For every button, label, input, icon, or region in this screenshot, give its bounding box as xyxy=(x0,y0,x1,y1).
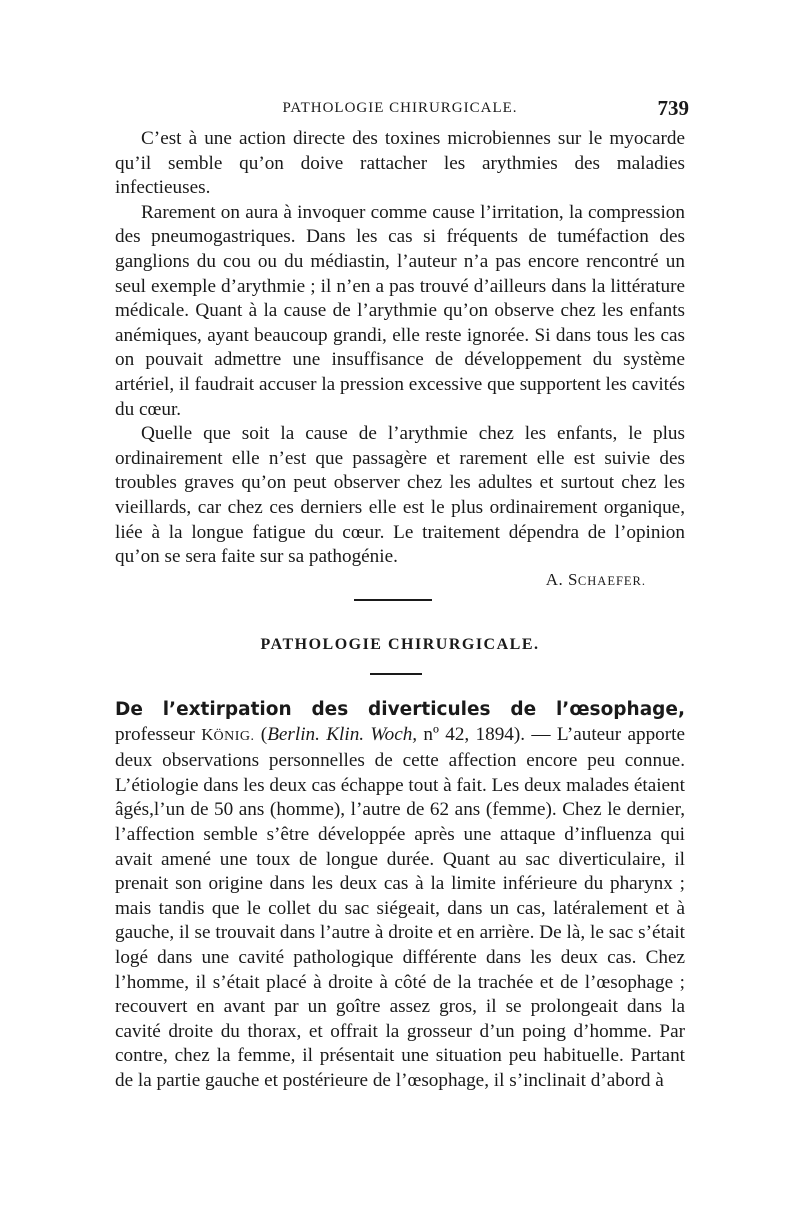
author-initial: K xyxy=(201,724,214,744)
author-name: ÖNIG. xyxy=(213,728,255,744)
previous-article-text xyxy=(115,127,685,570)
reference-number: nº 42, 1894). xyxy=(417,723,526,745)
section-divider xyxy=(354,599,432,601)
section-divider xyxy=(370,673,422,675)
article-paragraph xyxy=(115,698,685,1094)
paragraph: Rarement on aura à invoquer comme cause l’irritation, la compression des pneumogastriques. Dans les cas si fréquents de tuméfaction des ganglions du cou ou du médiastin, l’auteur n’a pas encore rencontré un seul exemple d’arythmie ; il n’en a pas trouvé d’ailleurs dans la littérature médicale. Quant à la cause de l’arythmie qu’on observe chez les enfants anémiques, ayant beaucoup grandi, elle reste ignorée. Si dans tous les cas on pouvait admettre une insuffisance de développement du système artériel, il faudrait accuser la pression excessive que supportent les cavités du cœur. xyxy=(115,201,685,420)
running-title: PATHOLOGIE CHIRURGICALE. xyxy=(282,100,518,116)
article-text xyxy=(115,698,685,1094)
author-signature xyxy=(546,570,646,590)
signature-rest: CHAEFER. xyxy=(577,574,646,588)
author-prefix: professeur xyxy=(115,723,202,745)
running-head xyxy=(115,96,689,122)
reference-open: ( xyxy=(254,723,268,745)
article-title: De l’extirpation des diverticules de l’œsophage, xyxy=(115,699,685,720)
article-body: — L’auteur apporte deux observations personnelles de cette affection encore peu connue. L’étiologie dans les deux cas échappe tout à fait. Les deux malades étaient âgés,l’un de 50 ans (homme), l’autre de 62 ans (femme). Chez le dernier, l’affection semble s’être développée après une attaque d’influenza qui avait amené une toux de longue durée. Quant au sac diverticulaire, il prenait son origine dans les deux cas à la limite inférieure du pharynx ; mais tandis que le collet du sac siégeait, dans un cas, latéralement et à gauche, il se trouvait dans l’autre à droite et en arrière. De là, le sac s’était logé dans une cavité pathologique différente dans les deux cas. Chez l’homme, il s’était placé à droite à côté de la trachée et de l’œsophage ; recouvert en avant par un goître assez gros, il se prolongeait dans la cavité droite du thorax, et offrait la grosseur d’un poing d’homme. Par contre, chez la femme, il présentait une situation peu habituelle. Partant de la partie gauche et postérieure de l’œsophage, il s’inclinait d’abord à xyxy=(115,723,685,1091)
paragraph: C’est à une action directe des toxines microbiennes sur le myocarde qu’il semble qu’on doive rattacher les arythmies des maladies infectieuses. xyxy=(115,128,685,199)
signature-initial: A. S xyxy=(545,570,578,589)
page-number: 739 xyxy=(657,96,689,120)
reference-journal: Berlin. Klin. Woch, xyxy=(267,723,418,745)
section-heading: PATHOLOGIE CHIRURGICALE. xyxy=(260,636,540,653)
paragraph: Quelle que soit la cause de l’arythmie chez les enfants, le plus ordinairement elle n’est que passagère et rarement elle est suivie des troubles graves qu’on peut observer chez les adultes et surtout chez les vieillards, car chez ces derniers elle est le plus ordinairement organique, liée à la longue fatigue du cœur. Le traitement dépendra de l’opinion qu’on se sera faite sur sa pathogénie. xyxy=(115,423,685,568)
